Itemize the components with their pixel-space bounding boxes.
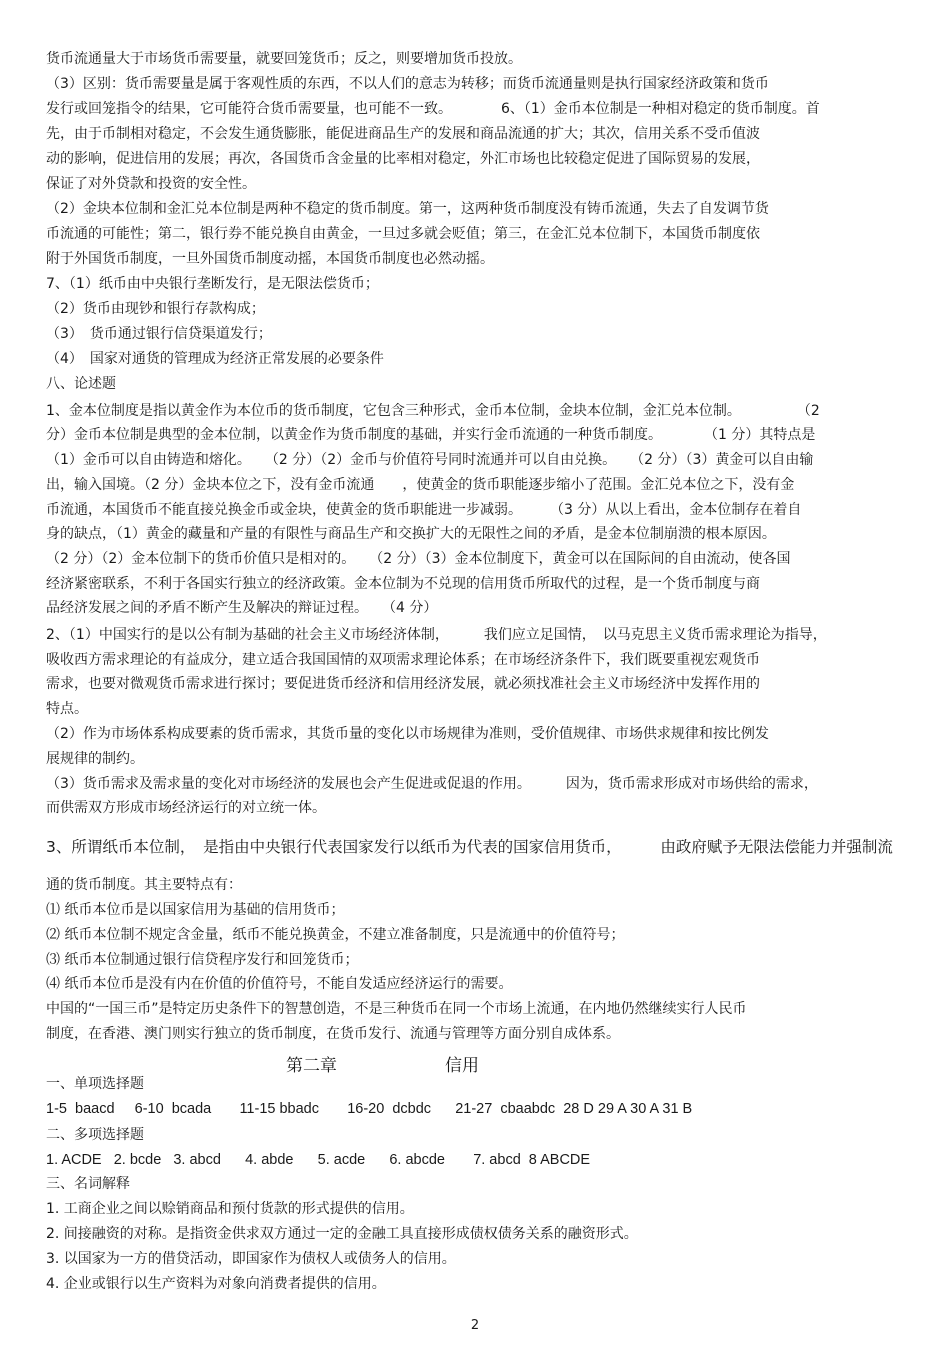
line-33: ⑴ 纸币本位币是以国家信用为基础的信用货币；: [46, 902, 345, 918]
line-2: 发行或回笼指令的结果，它可能符合货币需要量，也可能不一致。 6、（1）金币本位制是一种相对稳定的货币制度。首: [46, 101, 820, 117]
line-38: 制度，在香港、澳门则实行独立的货币制度，在货币发行、流通与管理等方面分别自成体系。: [46, 1026, 620, 1042]
line-15: 分）金币本位制是典型的金本位制，以黄金作为货币制度的基础，并实行金币流通的一种货币制度。 （1 分）其特点是: [46, 427, 816, 443]
page-number: 2: [470, 1318, 480, 1333]
line-34: ⑵ 纸币本位制不规定含金量，纸币不能兑换黄金，不建立准备制度，只是流通中的价值符号；: [46, 927, 625, 943]
line-5: 保证了对外贷款和投资的安全性。: [46, 176, 256, 192]
line-10: （2）货币由现钞和银行存款构成；: [46, 301, 265, 317]
line-7: 币流通的可能性；第二，银行券不能兑换自由黄金，一旦过多就会贬值；第三，在金汇兑本位制下，本国货币制度依: [46, 226, 760, 242]
single-choice-answers: 1-5 baacd 6-10 bcada 11-15 bbadc 16-20 dcbdc 21-27 cbaabdc 28 D 29 A 30 A 31 B: [46, 1101, 693, 1117]
single-choice-heading: 一、单项选择题: [46, 1076, 144, 1092]
glossary-item: 4. 企业或银行以生产资料为对象向消费者提供的信用。: [46, 1276, 386, 1292]
line-25: 需求，也要对微观货币需求进行探讨；要促进货币经济和信用经济发展，就必须找准社会主义市场经济中发挥作用的: [46, 676, 760, 692]
line-19: 身的缺点，（1）黄金的藏量和产量的有限性与商品生产和交换扩大的无限性之间的矛盾，是金本位制崩溃的根本原因。: [46, 526, 776, 542]
multi-choice-answers: 1. ACDE 2. bcde 3. abcd 4. abde 5. acde 6. abcde 7. abcd 8 ABCDE: [46, 1152, 591, 1168]
line-31: 3、所谓纸币本位制， 是指由中央银行代表国家发行以纸币为代表的国家信用货币， 由政府赋予无限法偿能力并强制流: [46, 838, 893, 856]
line-36: ⑷ 纸币本位币是没有内在价值的价值符号，不能自发适应经济运行的需要。: [46, 976, 513, 992]
line-11: （3） 货币通过银行信贷渠道发行；: [46, 326, 272, 342]
line-9: 7、（1）纸币由中央银行垄断发行，是无限法偿货币；: [46, 276, 379, 292]
line-23: 2、（1）中国实行的是以公有制为基础的社会主义市场经济体制， 我们应立足国情， 以马克思主义货币需求理论为指导，: [46, 627, 827, 643]
line-28: 展规律的制约。: [46, 751, 144, 767]
line-3: 先，由于币制相对稳定，不会发生通货膨胀，能促进商品生产的发展和商品流通的扩大；其次，信用关系不受币值波: [46, 126, 760, 142]
line-32: 通的货币制度。其主要特点有：: [46, 877, 242, 893]
line-30: 而供需双方形成市场经济运行的对立统一体。: [46, 800, 326, 816]
line-14: 1、金本位制度是指以黄金作为本位币的货币制度，它包含三种形式，金币本位制，金块本位制，金汇兑本位制。 （2: [46, 403, 820, 419]
line-18: 币流通，本国货币不能直接兑换金币或金块，使黄金的货币职能进一步减弱。 （3 分）从以上看出，金本位制存在着自: [46, 502, 802, 518]
line-29: （3）货币需求及需求量的变化对市场经济的发展也会产生促进或促退的作用。 因为，货币需求形成对市场供给的需求，: [46, 776, 818, 792]
chapter-number: 第二章: [286, 1056, 337, 1076]
line-21: 经济紧密联系，不利于各国实行独立的经济政策。金本位制为不兑现的信用货币所取代的过程，是一个货币制度与商: [46, 576, 760, 592]
line-27: （2）作为市场体系构成要素的货币需求，其货币量的变化以市场规律为准则，受价值规律、市场供求规律和按比例发: [46, 726, 769, 742]
glossary-item: 2. 间接融资的对称。是指资金供求双方通过一定的金融工具直接形成债权债务关系的融资形式。: [46, 1226, 638, 1242]
line-4: 动的影响，促进信用的发展；再次，各国货币含金量的比率相对稳定，外汇市场也比较稳定促进了国际贸易的发展，: [46, 151, 760, 167]
line-12: （4） 国家对通货的管理成为经济正常发展的必要条件: [46, 351, 384, 367]
line-0: 货币流通量大于市场货币需要量，就要回笼货币；反之，则要增加货币投放。: [46, 51, 522, 67]
glossary-heading: 三、名词解释: [46, 1176, 130, 1192]
glossary-item: 3. 以国家为一方的借贷活动，即国家作为债权人或债务人的信用。: [46, 1251, 456, 1267]
line-22: 品经济发展之间的矛盾不断产生及解决的辩证过程。 （4 分）: [46, 600, 438, 616]
chapter-title: 信用: [445, 1056, 479, 1076]
line-1: （3）区别：货币需要量是属于客观性质的东西，不以人们的意志为转移；而货币流通量则是执行国家经济政策和货币: [46, 76, 769, 92]
line-24: 吸收西方需求理论的有益成分，建立适合我国国情的双项需求理论体系；在市场经济条件下，我们既要重视宏观货币: [46, 652, 760, 668]
line-35: ⑶ 纸币本位制通过银行信贷程序发行和回笼货币；: [46, 952, 359, 968]
line-17: 出，输入国境。（2 分）金块本位之下，没有金币流通 ，使黄金的货币职能逐步缩小了范围。金汇兑本位之下，没有金: [46, 477, 795, 493]
line-26: 特点。: [46, 701, 88, 717]
line-8: 附于外国货币制度，一旦外国货币制度动摇，本国货币制度也必然动摇。: [46, 251, 494, 267]
glossary-item: 1. 工商企业之间以赊销商品和预付货款的形式提供的信用。: [46, 1201, 414, 1217]
line-6: （2）金块本位制和金汇兑本位制是两种不稳定的货币制度。第一，这两种货币制度没有铸币流通，失去了自发调节货: [46, 201, 769, 217]
multi-choice-heading: 二、多项选择题: [46, 1127, 144, 1143]
line-20: （2 分）（2）金本位制下的货币价值只是相对的。 （2 分）（3）金本位制度下，黄金可以在国际间的自由流动，使各国: [46, 551, 791, 567]
line-37: 中国的“一国三币”是特定历史条件下的智慧创造，不是三种货币在同一个市场上流通，在内地仍然继续实行人民币: [46, 1001, 747, 1017]
section-heading-discussion: 八、论述题: [46, 376, 116, 392]
line-16: （1）金币可以自由铸造和熔化。 （2 分）（2）金币与价值符号同时流通并可以自由兑换。 （2 分）（3）黄金可以自由输: [46, 452, 814, 468]
